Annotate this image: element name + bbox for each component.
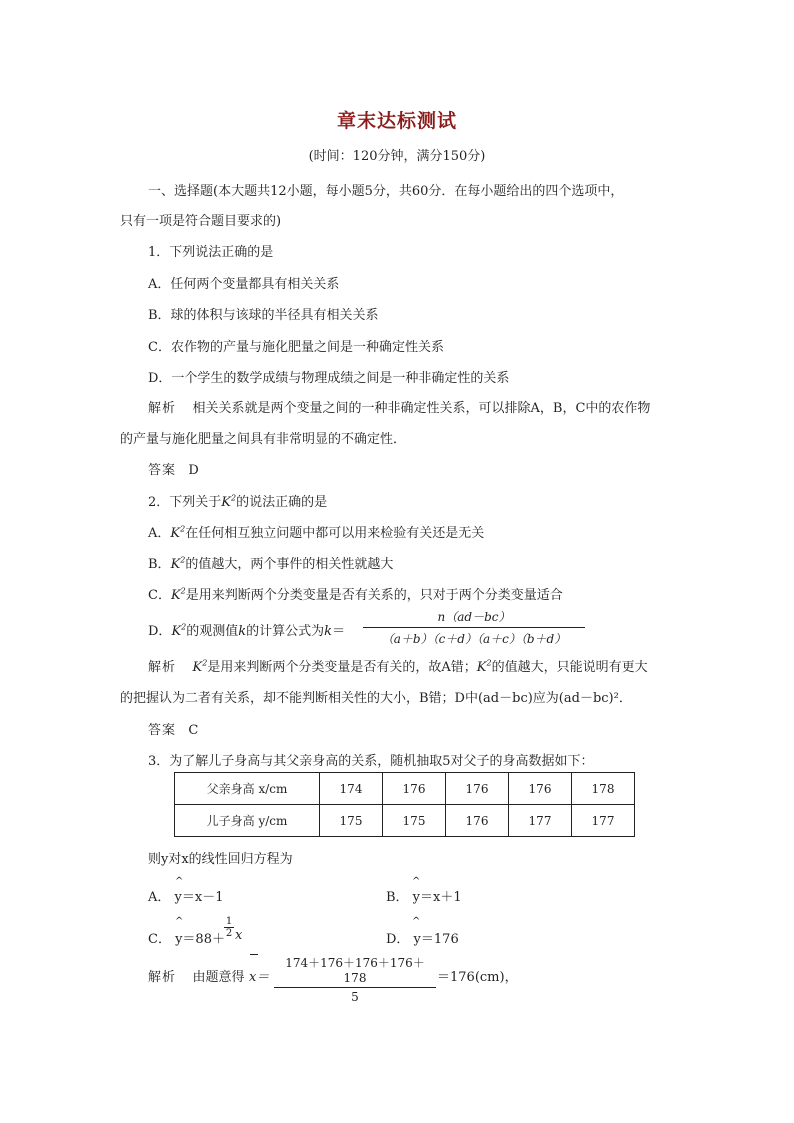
q1-stem: 1．下列说法正确的是 [148,245,274,260]
q3-c-x: x [235,928,243,943]
table-cell: 176 [446,805,509,837]
q2-d-symbol: $K^2$ [171,622,187,639]
q3-b-hat: ^ [412,876,421,887]
q3-xbar: x＝ [249,970,270,985]
q3-analysis [148,966,245,985]
q2-stem-pre: 2．下列关于 [148,495,222,510]
table-cell: 174 [320,773,383,805]
q3-mean-bar [274,987,436,988]
q3-mean-numerator: 174＋176＋176＋176＋178 [285,956,425,985]
q1-option-a: A．任何两个变量都具有相关关系 [148,277,340,292]
q2-d-k: k [238,624,247,639]
page-title: 章末达标测试 [336,110,457,132]
q2-answer-label: 答案 [148,723,177,738]
q2-formula-bar [363,627,585,628]
q3-ask: 则y对x的线性回归方程为 [148,852,293,867]
q2-b-symbol: $K^2$ [170,555,186,572]
q1-analysis-label: 解析 [148,401,177,416]
q3-a-hat: ^ [175,876,184,887]
q2-a-text: 在任何相互独立问题中都可以用来检验有关还是无关 [185,526,485,541]
q2-b-text: 的值越大，两个事件的相关性就越大 [185,557,394,572]
q1-answer-label: 答案 [148,463,177,478]
q2-option-c: C．$K^2$是用来判断两个分类变量是否有关系的，只对于两个分类变量适合 [148,586,563,603]
q2-d-text2: 的计算公式为 [246,624,325,639]
q1-option-b: B．球的体积与该球的半径具有相关关系 [148,308,379,323]
table-cell: 176 [446,773,509,805]
q3-option-a: A． y＝x－1 [148,890,224,905]
page-subtitle: (时间：120分钟，满分150分) [308,149,486,164]
table-row [175,805,635,837]
table-cell: 177 [572,805,635,837]
q2-stem-post: 的说法正确的是 [236,495,328,510]
q2-analysis-text2: 的值越大，只能说明有更大 [491,660,648,675]
q2-a-symbol: $K^2$ [170,524,186,541]
section-heading-line1: 一、选择题(本大题共12小题，每小题5分，共60分．在每小题给出的四个选项中， [148,184,624,199]
q3-option-c [148,928,225,947]
q2-formula-fraction [363,608,585,647]
q3-mean-denominator: 5 [351,990,359,1004]
q3-analysis-text: 由题意得 [192,970,245,985]
q3-c-fraction-den: 2 [225,928,233,939]
q2-formula-denominator: （a＋b）（c＋d）（a＋c）（b＋d） [381,632,567,646]
q3-option-d: D． y＝176 [386,932,459,947]
q3-c-text: C． y＝88＋ [148,932,225,947]
q3-c-hat: ^ [175,916,184,927]
table-row-header: 父亲身高 x/cm [175,773,320,805]
q2-option-d: D．$K^2$的观测值k的计算公式为k＝ [148,622,346,639]
q2-answer-value: C [188,723,199,738]
q2-option-a: A．$K^2$在任何相互独立问题中都可以用来检验有关还是无关 [148,524,485,541]
q3-stem: 3．为了解儿子身高与其父亲身高的关系，随机抽取5对父子的身高数据如下： [148,754,594,769]
q1-option-c: C．农作物的产量与施化肥量之间是一种确定性关系 [148,340,444,355]
q3-analysis-result: ＝176(cm)， [437,970,518,985]
q3-c-fraction-num: 1 [225,916,233,927]
q3-mean-fraction [274,954,436,1004]
q2-answer [148,719,198,738]
q1-analysis-text1: 相关关系就是两个变量之间的一种非确定性关系，可以排除A，B，C中的农作物 [192,401,651,416]
q1-analysis-line1 [148,397,650,416]
q2-stem [148,491,327,510]
table-row-header: 儿子身高 y/cm [175,805,320,837]
q2-c-text: 是用来判断两个分类变量是否有关系的，只对于两个分类变量适合 [185,588,563,603]
q2-c-symbol: $K^2$ [170,586,186,603]
q1-analysis-line2: 的产量与施化肥量之间具有非常明显的不确定性． [120,432,407,447]
q3-d-hat: ^ [412,916,421,927]
q2-analysis-line2: 的把握认为二者有关系，却不能判断相关性的大小，B错；D中(ad－bc)应为(ad－bc)²． [120,691,632,706]
q3-height-table [174,772,635,837]
table-row [175,773,635,805]
q1-option-d: D．一个学生的数学成绩与物理成绩之间是一种非确定性的关系 [148,371,510,386]
q3-xbar-overline [250,954,258,955]
table-cell: 176 [383,773,446,805]
q2-analysis-k2b: $K^2$ [476,658,492,675]
q2-analysis-label: 解析 [148,660,177,675]
q2-d-text1: 的观测值 [186,624,239,639]
table-cell: 175 [383,805,446,837]
q2-analysis-text1: 是用来判断两个分类变量是否有关的，故A错； [207,660,477,675]
q2-analysis-line1 [148,656,648,675]
q3-option-b: B． y＝x＋1 [386,890,462,905]
table-cell: 175 [320,805,383,837]
q1-answer [148,459,199,478]
table-cell: 176 [509,773,572,805]
section-heading-line2: 只有一项是符合题目要求的) [120,214,282,229]
q3-c-fraction [224,916,234,939]
q1-answer-value: D [188,463,199,478]
table-cell: 178 [572,773,635,805]
q3-analysis-label: 解析 [148,970,177,985]
q2-analysis-k2: $K^2$ [192,658,208,675]
table-cell: 177 [509,805,572,837]
q2-option-b: B．$K^2$的值越大，两个事件的相关性就越大 [148,555,394,572]
q2-d-k-eq: k [324,624,333,639]
q2-formula-numerator: n（ad－bc） [437,610,511,624]
q2-k2-symbol: $K^2$ [221,493,237,510]
